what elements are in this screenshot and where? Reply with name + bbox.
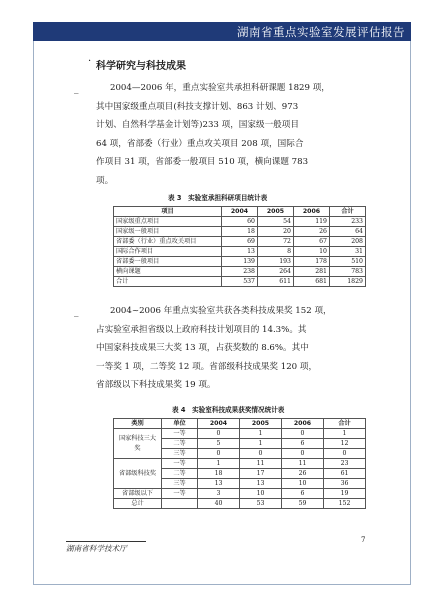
table-cell: 18 [198, 469, 240, 479]
paragraph-1-line: 作项目 31 项，省部委一般项目 510 项，横向课题 783 [96, 157, 309, 168]
table-row [114, 429, 366, 439]
table-row [114, 227, 366, 237]
table-cell: 0 [198, 449, 240, 459]
table-header-cell: 单位 [162, 419, 198, 429]
table-header-cell: 合计 [324, 419, 366, 429]
page-number: 7 [361, 536, 366, 544]
table-cell: 611 [258, 277, 294, 287]
table-cell: 1829 [330, 277, 366, 287]
table-cell: 69 [222, 237, 258, 247]
table-cell: 54 [258, 217, 294, 227]
table-cell: 64 [330, 227, 366, 237]
table-cell: 1 [324, 429, 366, 439]
table-cell: 119 [294, 217, 330, 227]
table-cell: 31 [330, 247, 366, 257]
table-header-cell: 合计 [330, 207, 366, 217]
table-header-cell: 2005 [240, 419, 282, 429]
footer-divider [66, 541, 146, 542]
table-cell: 178 [294, 257, 330, 267]
table-cell: 783 [330, 267, 366, 277]
table-cell: 238 [222, 267, 258, 277]
table-cell: 139 [222, 257, 258, 267]
table-cell: 6 [282, 489, 324, 499]
table-cell: 233 [330, 217, 366, 227]
paragraph-1-line: 2004—2006 年，重点实验室共承担科研课题 1829 项， [110, 83, 330, 93]
table-cell: 1 [240, 439, 282, 449]
table-cell: 5 [198, 439, 240, 449]
paragraph-2 [96, 302, 386, 395]
table-cell: 一等 [162, 429, 198, 439]
table-cell: 11 [282, 459, 324, 469]
table-header-row [114, 419, 366, 429]
table-row [114, 459, 366, 469]
table-4-caption: 表 4 实验室科技成果获奖情况统计表 [172, 406, 285, 414]
table-row [114, 257, 366, 267]
paragraph-2-line: 省部级以下科技成果奖 19 项。 [96, 380, 216, 391]
paragraph-1-line: 项。 [96, 175, 114, 186]
table-cell: 18 [222, 227, 258, 237]
table-header-cell: 类别 [114, 419, 162, 429]
paragraph-1-line: 64 项，省部委（行业）重点攻关项目 208 项，国际合 [96, 138, 304, 149]
table-cell: 1 [198, 459, 240, 469]
table-cell: 1 [240, 429, 282, 439]
table-cell: 省部委一般项目 [114, 257, 222, 267]
table-group-label: 省部级科技奖 [114, 459, 162, 489]
table-cell: 208 [330, 237, 366, 247]
table-cell: 国家级一般项目 [114, 227, 222, 237]
table-cell: 3 [198, 489, 240, 499]
footer-text: 湖南省科学技术厅 [66, 544, 127, 553]
section-bullet: · [88, 56, 92, 67]
table-cell: 53 [240, 499, 282, 509]
table-cell: 10 [240, 489, 282, 499]
table-group-label: 省部级以下 [114, 489, 162, 499]
table-cell: 一等 [162, 459, 198, 469]
table-header-cell: 2006 [294, 207, 330, 217]
table-cell: 总计 [114, 499, 162, 509]
table-cell: 67 [294, 237, 330, 247]
table-cell [162, 499, 198, 509]
table-row [114, 247, 366, 257]
paragraph-2-line: 一等奖 1 项，二等奖 12 项。省部级科技成果奖 120 项， [96, 361, 318, 372]
table-group-label: 国家科技三大奖 [114, 429, 162, 459]
table-header-cell: 2006 [282, 419, 324, 429]
table-total-row [114, 277, 366, 287]
table-cell: 23 [324, 459, 366, 469]
table-header-cell: 2004 [222, 207, 258, 217]
header-title: 湖南省重点实验室发展评估报告 [237, 25, 405, 39]
table-cell: 13 [198, 479, 240, 489]
table-cell: 20 [258, 227, 294, 237]
table-cell: 三等 [162, 449, 198, 459]
table-cell: 60 [222, 217, 258, 227]
table-cell: 三等 [162, 479, 198, 489]
table-header-cell: 项目 [114, 207, 222, 217]
table-4 [113, 418, 366, 509]
table-cell: 681 [294, 277, 330, 287]
table-cell: 152 [324, 499, 366, 509]
table-cell: 国家级重点项目 [114, 217, 222, 227]
table-cell: 510 [330, 257, 366, 267]
table-cell: 10 [294, 247, 330, 257]
table-cell: 横向课题 [114, 267, 222, 277]
table-total-row [114, 499, 366, 509]
table-cell: 6 [282, 439, 324, 449]
table-cell: 合计 [114, 277, 222, 287]
table-cell: 二等 [162, 469, 198, 479]
table-cell: 二等 [162, 439, 198, 449]
table-cell: 59 [282, 499, 324, 509]
table-cell: 0 [198, 429, 240, 439]
paragraph-1-line: 计划、自然科学基金计划等)233 项，国家级一般项目 [96, 120, 299, 131]
table-cell: 0 [282, 429, 324, 439]
table-cell: 264 [258, 267, 294, 277]
table-cell: 26 [294, 227, 330, 237]
table-header-cell: 2005 [258, 207, 294, 217]
table-cell: 72 [258, 237, 294, 247]
table-cell: 0 [240, 449, 282, 459]
table-cell: 国际合作项目 [114, 247, 222, 257]
table-3-caption: 表 3 实验室承担科研项目统计表 [168, 194, 268, 202]
paragraph-2-line: 占实验室承担省级以上政府科技计划项目的 14.3%。其 [96, 324, 307, 335]
table-cell: 12 [324, 439, 366, 449]
table-header-cell: 2004 [198, 419, 240, 429]
table-cell: 省部委（行业）重点攻关项目 [114, 237, 222, 247]
table-cell: 11 [240, 459, 282, 469]
table-cell: 19 [324, 489, 366, 499]
table-cell: 8 [258, 247, 294, 257]
table-cell: 10 [282, 479, 324, 489]
paragraph-2-line: 中国家科技成果三大奖 13 项，占获奖数的 8.6%。其中 [96, 343, 309, 354]
section-heading: 科学研究与科技成果 [96, 61, 186, 72]
table-row [114, 237, 366, 247]
paragraph-2-line: 2004~2006 年重点实验室共获各类科技成果奖 152 项， [110, 306, 332, 316]
table-header-row [114, 207, 366, 217]
table-cell: 537 [222, 277, 258, 287]
table-cell: 17 [240, 469, 282, 479]
header-banner [33, 22, 411, 41]
table-cell: 0 [324, 449, 366, 459]
table-cell: 36 [324, 479, 366, 489]
table-cell: 26 [282, 469, 324, 479]
table-row [114, 489, 366, 499]
table-cell: 40 [198, 499, 240, 509]
table-cell: 61 [324, 469, 366, 479]
table-cell: 13 [240, 479, 282, 489]
table-cell: 一等 [162, 489, 198, 499]
table-cell: 13 [222, 247, 258, 257]
paragraph-1 [96, 79, 386, 191]
table-cell: 281 [294, 267, 330, 277]
table-cell: 193 [258, 257, 294, 267]
table-3 [113, 206, 366, 287]
paragraph-2-mark: _ [74, 307, 79, 317]
paragraph-1-line: 其中国家级重点项目(科技支撑计划、863 计划、973 [96, 101, 299, 112]
table-row [114, 217, 366, 227]
table-row [114, 267, 366, 277]
table-cell: 0 [282, 449, 324, 459]
paragraph-1-mark: _ [74, 84, 79, 94]
